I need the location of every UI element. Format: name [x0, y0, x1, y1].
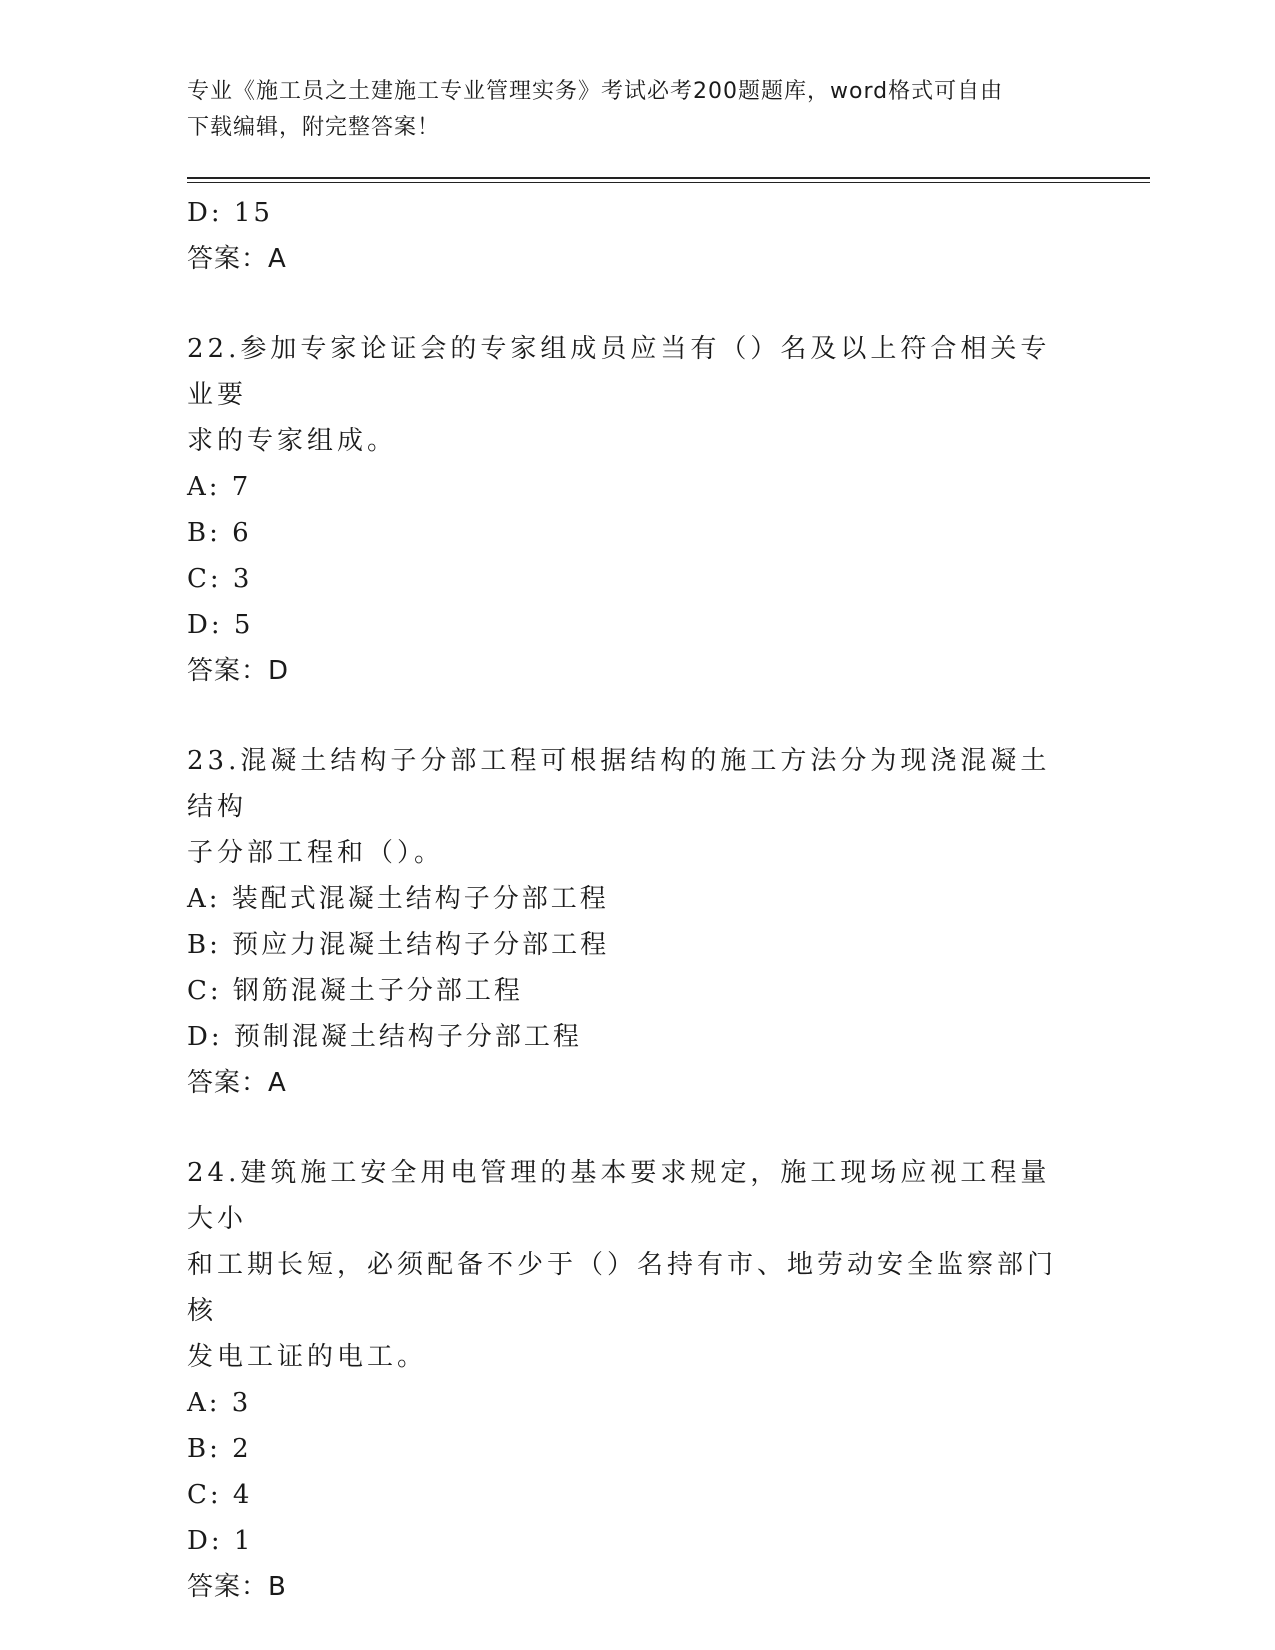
- option-d: D: 15: [187, 198, 273, 228]
- question-text-line-2: 子分部工程和（）。: [187, 838, 445, 868]
- header-rule-thin: [187, 182, 1150, 183]
- question-24: [187, 1150, 1087, 1610]
- question-23: [187, 738, 1087, 1106]
- option-a: A: 装配式混凝土结构子分部工程: [187, 884, 609, 914]
- header-line-2: 下载编辑，附完整答案！: [187, 115, 441, 140]
- option-d: D: 5: [187, 610, 254, 640]
- option-b: B: 6: [187, 518, 252, 548]
- option-d: D: 1: [187, 1526, 254, 1556]
- option-b: B: 预应力混凝土结构子分部工程: [187, 930, 610, 960]
- question-text: [187, 1150, 1077, 1380]
- previous-question-tail: [187, 190, 1087, 282]
- question-text: [187, 738, 1077, 876]
- question-22: [187, 326, 1087, 694]
- answer-line: 答案：D: [187, 656, 290, 686]
- option-c: C: 4: [187, 1480, 253, 1510]
- answer-line: 答案：A: [187, 1068, 287, 1098]
- header-rule-thick: [187, 177, 1150, 179]
- option-b: B: 2: [187, 1434, 252, 1464]
- question-text-line-2: 求的专家组成。: [187, 426, 398, 456]
- answer-line: 答案：A: [187, 244, 287, 274]
- question-text-line-2: 和工期长短，必须配备不少于（）名持有市、地劳动安全监察部门核: [187, 1250, 1058, 1326]
- option-a: A: 3: [187, 1388, 252, 1418]
- document-body: [187, 190, 1087, 1610]
- question-text-line-1: 23.混凝土结构子分部工程可根据结构的施工方法分为现浇混凝土结构: [187, 746, 1051, 822]
- document-header: [187, 74, 1067, 146]
- option-d: D: 预制混凝土结构子分部工程: [187, 1022, 582, 1052]
- header-line-1: 专业《施工员之土建施工专业管理实务》考试必考200题题库，word格式可自由: [187, 79, 1004, 104]
- option-c: C: 钢筋混凝土子分部工程: [187, 976, 523, 1006]
- question-text-line-1: 24.建筑施工安全用电管理的基本要求规定，施工现场应视工程量大小: [187, 1158, 1051, 1234]
- question-text: [187, 326, 1077, 464]
- question-text-line-1: 22.参加专家论证会的专家组成员应当有（）名及以上符合相关专业要: [187, 334, 1051, 410]
- option-c: C: 3: [187, 564, 253, 594]
- question-text-line-3: 发电工证的电工。: [187, 1342, 428, 1372]
- option-a: A: 7: [187, 472, 252, 502]
- answer-line: 答案：B: [187, 1572, 287, 1602]
